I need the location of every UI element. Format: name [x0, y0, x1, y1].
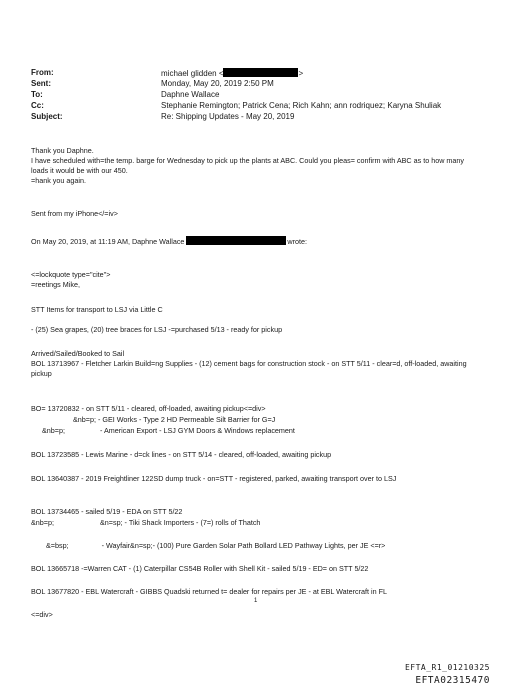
body-paragraph: I have scheduled with=the temp. barge for Wednesday to pick up the plants at ABC. Could you pleas= confirm with ABC as to how many loads it would be with our 450.	[31, 156, 464, 175]
sent-value: Monday, May 20, 2019 2:50 PM	[161, 79, 274, 88]
footer-id-primary: EFTA_R1_01210325	[404, 663, 490, 672]
bol-line: BOL 13640387 - 2019 Freightliner 122SD dump truck - on=STT - registered, parked, awaiting transport over to LSJ	[31, 474, 397, 483]
greeting: Thank you Daphne.	[31, 146, 94, 155]
subject-value: Re: Shipping Updates - May 20, 2019	[161, 112, 295, 121]
page-number: 1	[254, 598, 258, 604]
bol-subline: &nb=p; - American Export - LSJ GYM Doors & Windows replacement	[42, 426, 295, 435]
greetings-line: =reetings Mike,	[31, 280, 80, 289]
to-value: Daphne Wallace	[161, 90, 220, 99]
subject-label: Subject:	[31, 112, 63, 121]
thanks-line: =hank you again.	[31, 176, 86, 185]
bol-line: BOL 13677820 - EBL Watercraft - GIBBS Quadski returned t= dealer for repairs per JE - at EBL Watercraft in FL	[31, 587, 388, 596]
cc-label: Cc:	[31, 101, 44, 110]
redaction-bar	[223, 68, 298, 77]
footer-id-secondary: EFTA02315470	[415, 675, 490, 686]
cc-value: Stephanie Remington; Patrick Cena; Rich Kahn; ann rodriquez; Karyna Shuliak	[161, 101, 442, 110]
bol-subline: &nb=p; &n=sp; - Tiki Shack Importers - (7=) rolls of Thatch	[31, 518, 261, 527]
bol-subline: &=bsp; - Wayfair&n=sp;- (100) Pure Garden Solar Path Bollard LED Pathway Lights, per JE <=r>	[46, 541, 386, 550]
blockquote-line: <=lockquote type="cite">	[31, 270, 111, 279]
to-label: To:	[31, 90, 43, 99]
redaction-bar	[186, 236, 286, 245]
stt-items-line: STT Items for transport to LSJ via Little C	[31, 305, 163, 314]
bol-line: BOL 13723585 - Lewis Marine - d=ck lines - on STT 5/14 - cleared, off-loaded, awaiting pickup	[31, 450, 332, 459]
bol-line: BOL 13734465 - sailed 5/19 - EDA on STT 5/22	[31, 507, 183, 516]
bol-subline: &nb=p; - GEI Works - Type 2 HD Permeable Silt Barrier for G=J	[73, 415, 276, 424]
from-label: From:	[31, 68, 54, 77]
sent-label: Sent:	[31, 79, 51, 88]
wrote-line: On May 20, 2019, at 11:19 AM, Daphne Wallace wrote:	[31, 237, 307, 246]
arrived-line: Arrived/Sailed/Booked to Sail	[31, 349, 125, 358]
bol-line: BO= 13720832 - on STT 5/11 - cleared, off-loaded, awaiting pickup<=div>	[31, 404, 266, 413]
end-div-line: <=div>	[31, 610, 53, 619]
from-value: michael glidden < >	[161, 69, 304, 78]
sea-grapes-line: - (25) Sea grapes, (20) tree braces for LSJ -=purchased 5/13 - ready for pickup	[31, 325, 283, 334]
bol-line: BOL 13713967 - Fletcher Larkin Build=ng Supplies - (12) cement bags for construction stock - on STT 5/11 - clear=d, off-loaded, awaiting pickup	[31, 359, 467, 378]
sent-from-line: Sent from my iPhone</=iv>	[31, 209, 118, 218]
bol-line: BOL 13665718 -=Warren CAT - (1) Caterpillar CS54B Roller with Shell Kit - sailed 5/19 - ED= on STT 5/22	[31, 564, 369, 573]
